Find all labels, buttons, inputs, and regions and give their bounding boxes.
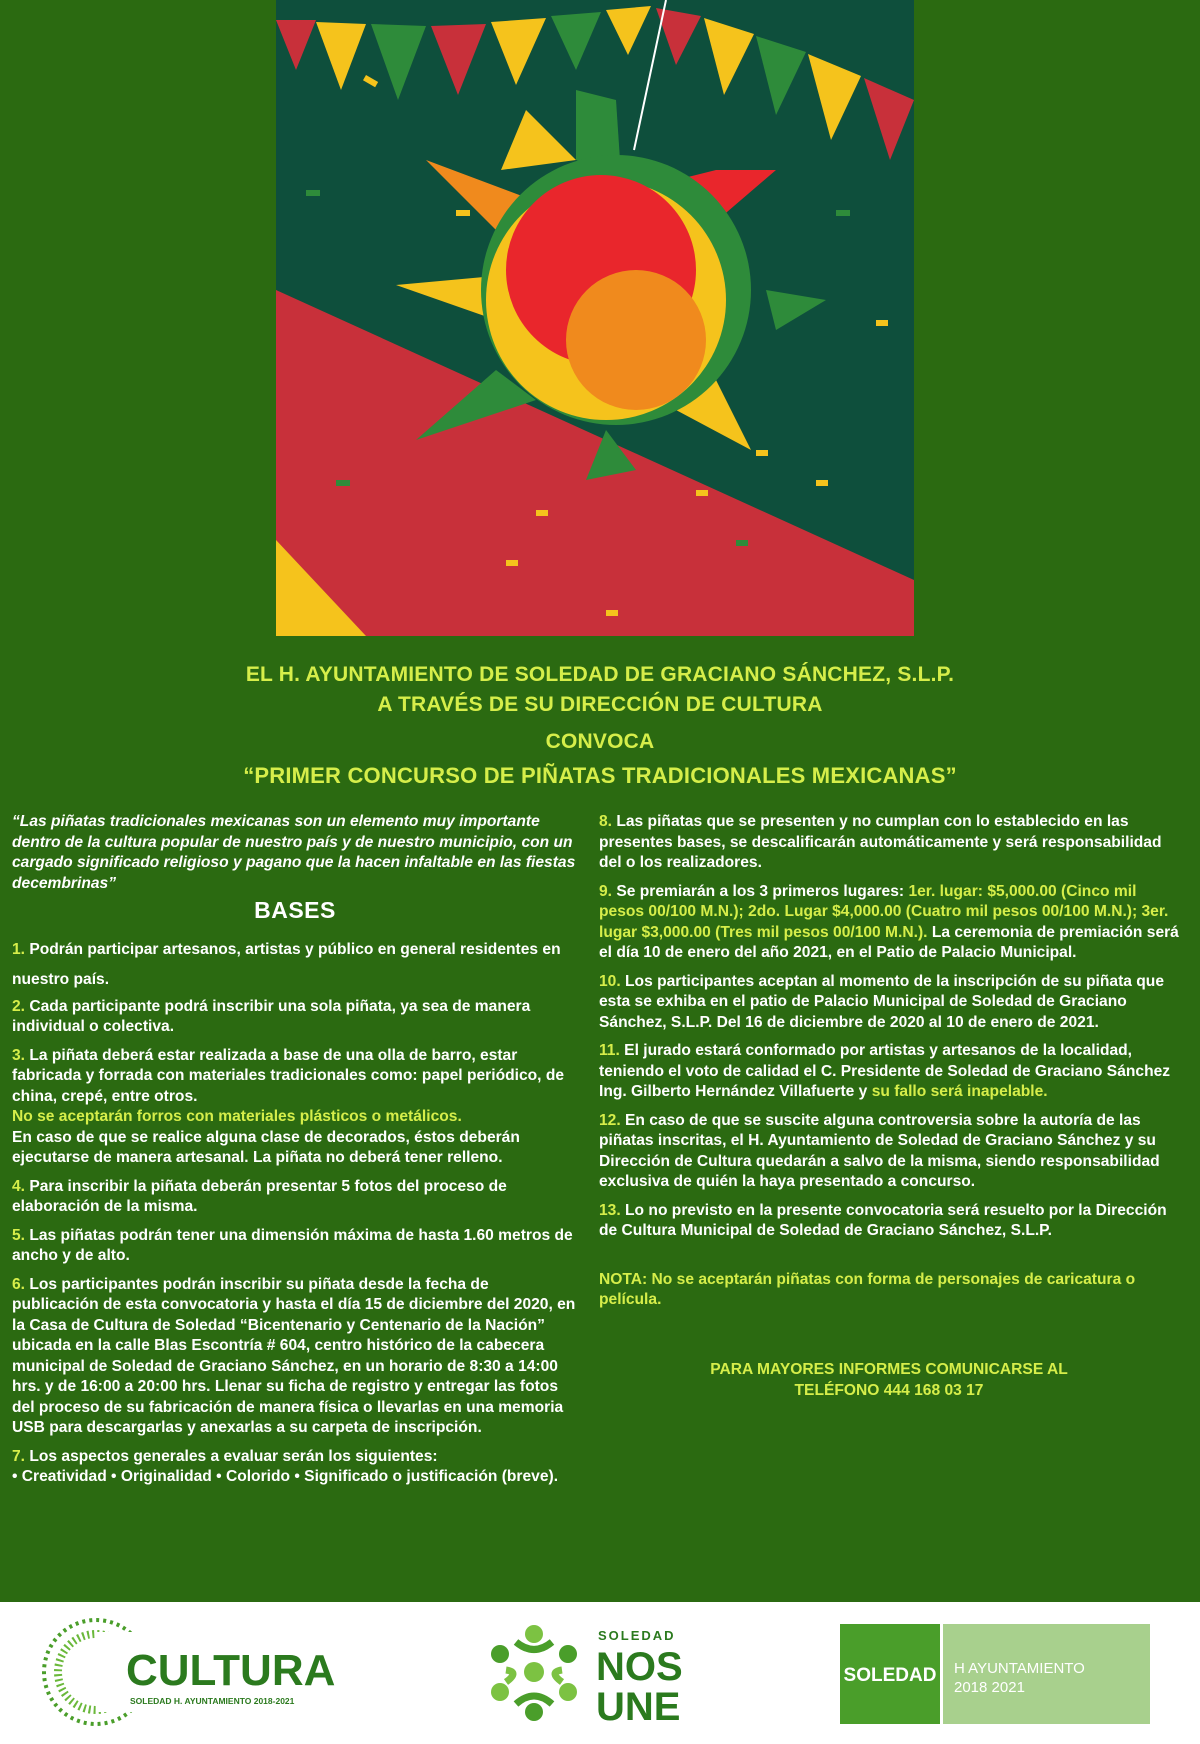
nosune-nos: NOS <box>596 1645 683 1689</box>
item-number: 9. <box>599 882 613 900</box>
base-item-10 <box>599 972 1179 1034</box>
right-column <box>599 812 1179 1401</box>
ayuntamiento-logo <box>840 1624 1150 1724</box>
ayto-title: H AYUNTAMIENTO <box>954 1660 1085 1677</box>
base-item-2 <box>12 997 578 1038</box>
cultura-subtitle: SOLEDAD H. AYUNTAMIENTO 2018-2021 <box>130 1696 295 1706</box>
item-number: 10. <box>599 972 621 990</box>
item-text: Cada participante podrá inscribir una sola piñata, ya sea de manera individual o colectiva. <box>12 997 531 1035</box>
left-column <box>12 812 578 1496</box>
item-text: El jurado estará conformado por artistas y artesanos de la localidad, teniendo el voto de calidad el C. Presidente de Soledad de Graciano Sánchez Ing. Gilberto Hernández Villafuerte y <box>599 1042 1171 1100</box>
item-number: 3. <box>12 1046 26 1064</box>
base-item-12 <box>599 1111 1179 1193</box>
item-number: 5. <box>12 1226 26 1244</box>
nosune-une: UNE <box>596 1685 681 1729</box>
footer-logos <box>0 1602 1200 1744</box>
item-highlight: su fallo será inapelable. <box>871 1083 1048 1100</box>
base-item-5 <box>12 1226 578 1267</box>
base-item-4 <box>12 1177 578 1218</box>
headline-organizer: EL H. AYUNTAMIENTO DE SOLEDAD DE GRACIANO SÁNCHEZ, S.L.P. <box>245 663 955 686</box>
item-text: Los aspectos generales a evaluar serán los siguientes: <box>29 1447 438 1465</box>
item-text: Se premiarán a los 3 primeros lugares: <box>616 882 905 900</box>
headline-direction: A TRAVÉS DE SU DIRECCIÓN DE CULTURA <box>377 693 823 716</box>
bases-title: BASES <box>254 897 336 923</box>
item-highlight: No se aceptarán forros con materiales plásticos o metálicos. <box>12 1108 462 1125</box>
item-number: 8. <box>599 813 613 830</box>
item-text-b: La ceremonia de premiación será el día 10 de enero del año 2021, en el Patio de Palacio Municipal. <box>599 923 1179 961</box>
headline-convoca: CONVOCA <box>545 730 655 753</box>
item-text: Los participantes aceptan al momento de la inscripción de su piñata que esta se exhiba en el patio de Palacio Municipal de Soledad de Graciano Sánchez, S.L.P. Del 16 de diciembre de 2020 al 10 de enero de 2021. <box>599 972 1165 1031</box>
nota: NOTA: No se aceptarán piñatas con forma de personajes de caricatura o película. <box>599 1270 1136 1308</box>
base-item-1 <box>12 935 578 995</box>
item-text-b: En caso de que se realice alguna clase de decorados, éstos deberán ejecutarse de manera artesanal. La piñata no deberá tener relleno. <box>12 1128 520 1166</box>
item-text: Para inscribir la piñata deberán presentar 5 fotos del proceso de elaboración de la misma. <box>12 1177 507 1215</box>
base-item-6 <box>12 1275 578 1439</box>
cultura-logo <box>38 1612 358 1732</box>
pinata-illustration <box>276 0 914 636</box>
item-number: 13. <box>599 1201 621 1219</box>
item-text: La piñata deberá estar realizada a base de una olla de barro, estar fabricada y forrada con materiales tradicionales como: papel periódico, de china, crepé, entre otros. <box>12 1046 565 1105</box>
intro-quote: “Las piñatas tradicionales mexicanas son un elemento muy importante dentro de la cultura popular de nuestro país y de nuestro municipio, con un cargado significado religioso y pagano que la hacen infaltable en las fiestas decembrinas” <box>12 813 576 892</box>
base-item-8 <box>599 812 1179 874</box>
contact-info <box>599 1359 1179 1401</box>
ayto-years: 2018 2021 <box>954 1679 1025 1696</box>
item-number: 11. <box>599 1042 620 1059</box>
base-item-7 <box>12 1447 578 1488</box>
item-text: Los participantes podrán inscribir su piñata desde la fecha de publicación de esta convocatoria y hasta el día 15 de diciembre del 2020, en la Casa de Cultura de Soledad “Bicentenario y Centenario de la Nación” ubicada en la calle Blas Escontría # 604, centro histórico de la cabecera municipal de Soledad de Graciano Sánchez, en un horario de 8:30 a 14:00 hrs. y de 16:00 a 20:00 hrs. Llenar su ficha de registro y entregar las fotos del proceso de su fabricación de manera física o llevarlas en una memoria USB para descargarlas y anexarlas a su carpeta de inscripción. <box>12 1275 576 1436</box>
item-text: En caso de que se suscite alguna controversia sobre la autoría de las piñatas inscritas, el H. Ayuntamiento de Soledad de Graciano Sánchez y su Dirección de Cultura quedarán a salvo de la misma, siendo responsabilidad exclusiva de quién la haya presentado a concurso. <box>599 1111 1160 1190</box>
contact-phone: TELÉFONO 444 168 03 17 <box>794 1381 984 1399</box>
base-item-13 <box>599 1201 1179 1242</box>
item-text: Las piñatas que se presenten y no cumplan con lo establecido en las presentes bases, se descalificarán automáticamente y será responsabilidad del o los realizadores. <box>599 813 1162 871</box>
contact-line-1: PARA MAYORES INFORMES COMUNICARSE AL <box>710 1360 1068 1378</box>
people-circle-icon <box>491 1625 577 1721</box>
ayto-soledad: SOLEDAD <box>843 1665 937 1686</box>
soledad-nos-une-logo <box>476 1612 726 1732</box>
item-highlight: 1er. lugar: $5,000.00 (Cinco mil pesos 00/100 M.N.); 2do. Lugar $4,000.00 (Cuatro mil pesos 00/100 M.N.); 3er. lugar $3,000.00 (Tres mil pesos 00/100 M.N.). <box>599 882 1169 941</box>
cultura-word: CULTURA <box>126 1646 336 1695</box>
item-text: Podrán participar artesanos, artistas y público en general residentes en nuestro país. <box>12 940 561 988</box>
item-text: Las piñatas podrán tener una dimensión máxima de hasta 1.60 metros de ancho y de alto. <box>12 1226 573 1264</box>
item-number: 6. <box>12 1275 26 1293</box>
item-number: 7. <box>12 1447 26 1465</box>
item-text-b: • Creatividad • Originalidad • Colorido • Significado o justificación (breve). <box>12 1468 559 1485</box>
item-number: 4. <box>12 1177 26 1195</box>
base-item-3 <box>12 1046 578 1169</box>
base-item-9 <box>599 882 1179 964</box>
item-text: Lo no previsto en la presente convocatoria será resuelto por la Dirección de Cultura Municipal de Soledad de Graciano Sánchez, S.L.P. <box>599 1201 1167 1239</box>
item-number: 2. <box>12 997 26 1015</box>
item-number: 12. <box>599 1111 621 1129</box>
base-item-11 <box>599 1041 1179 1103</box>
headline-contest-title: “PRIMER CONCURSO DE PIÑATAS TRADICIONALES MEXICANAS” <box>243 763 957 788</box>
nosune-top: SOLEDAD <box>598 1628 676 1643</box>
item-number: 1. <box>12 940 26 958</box>
